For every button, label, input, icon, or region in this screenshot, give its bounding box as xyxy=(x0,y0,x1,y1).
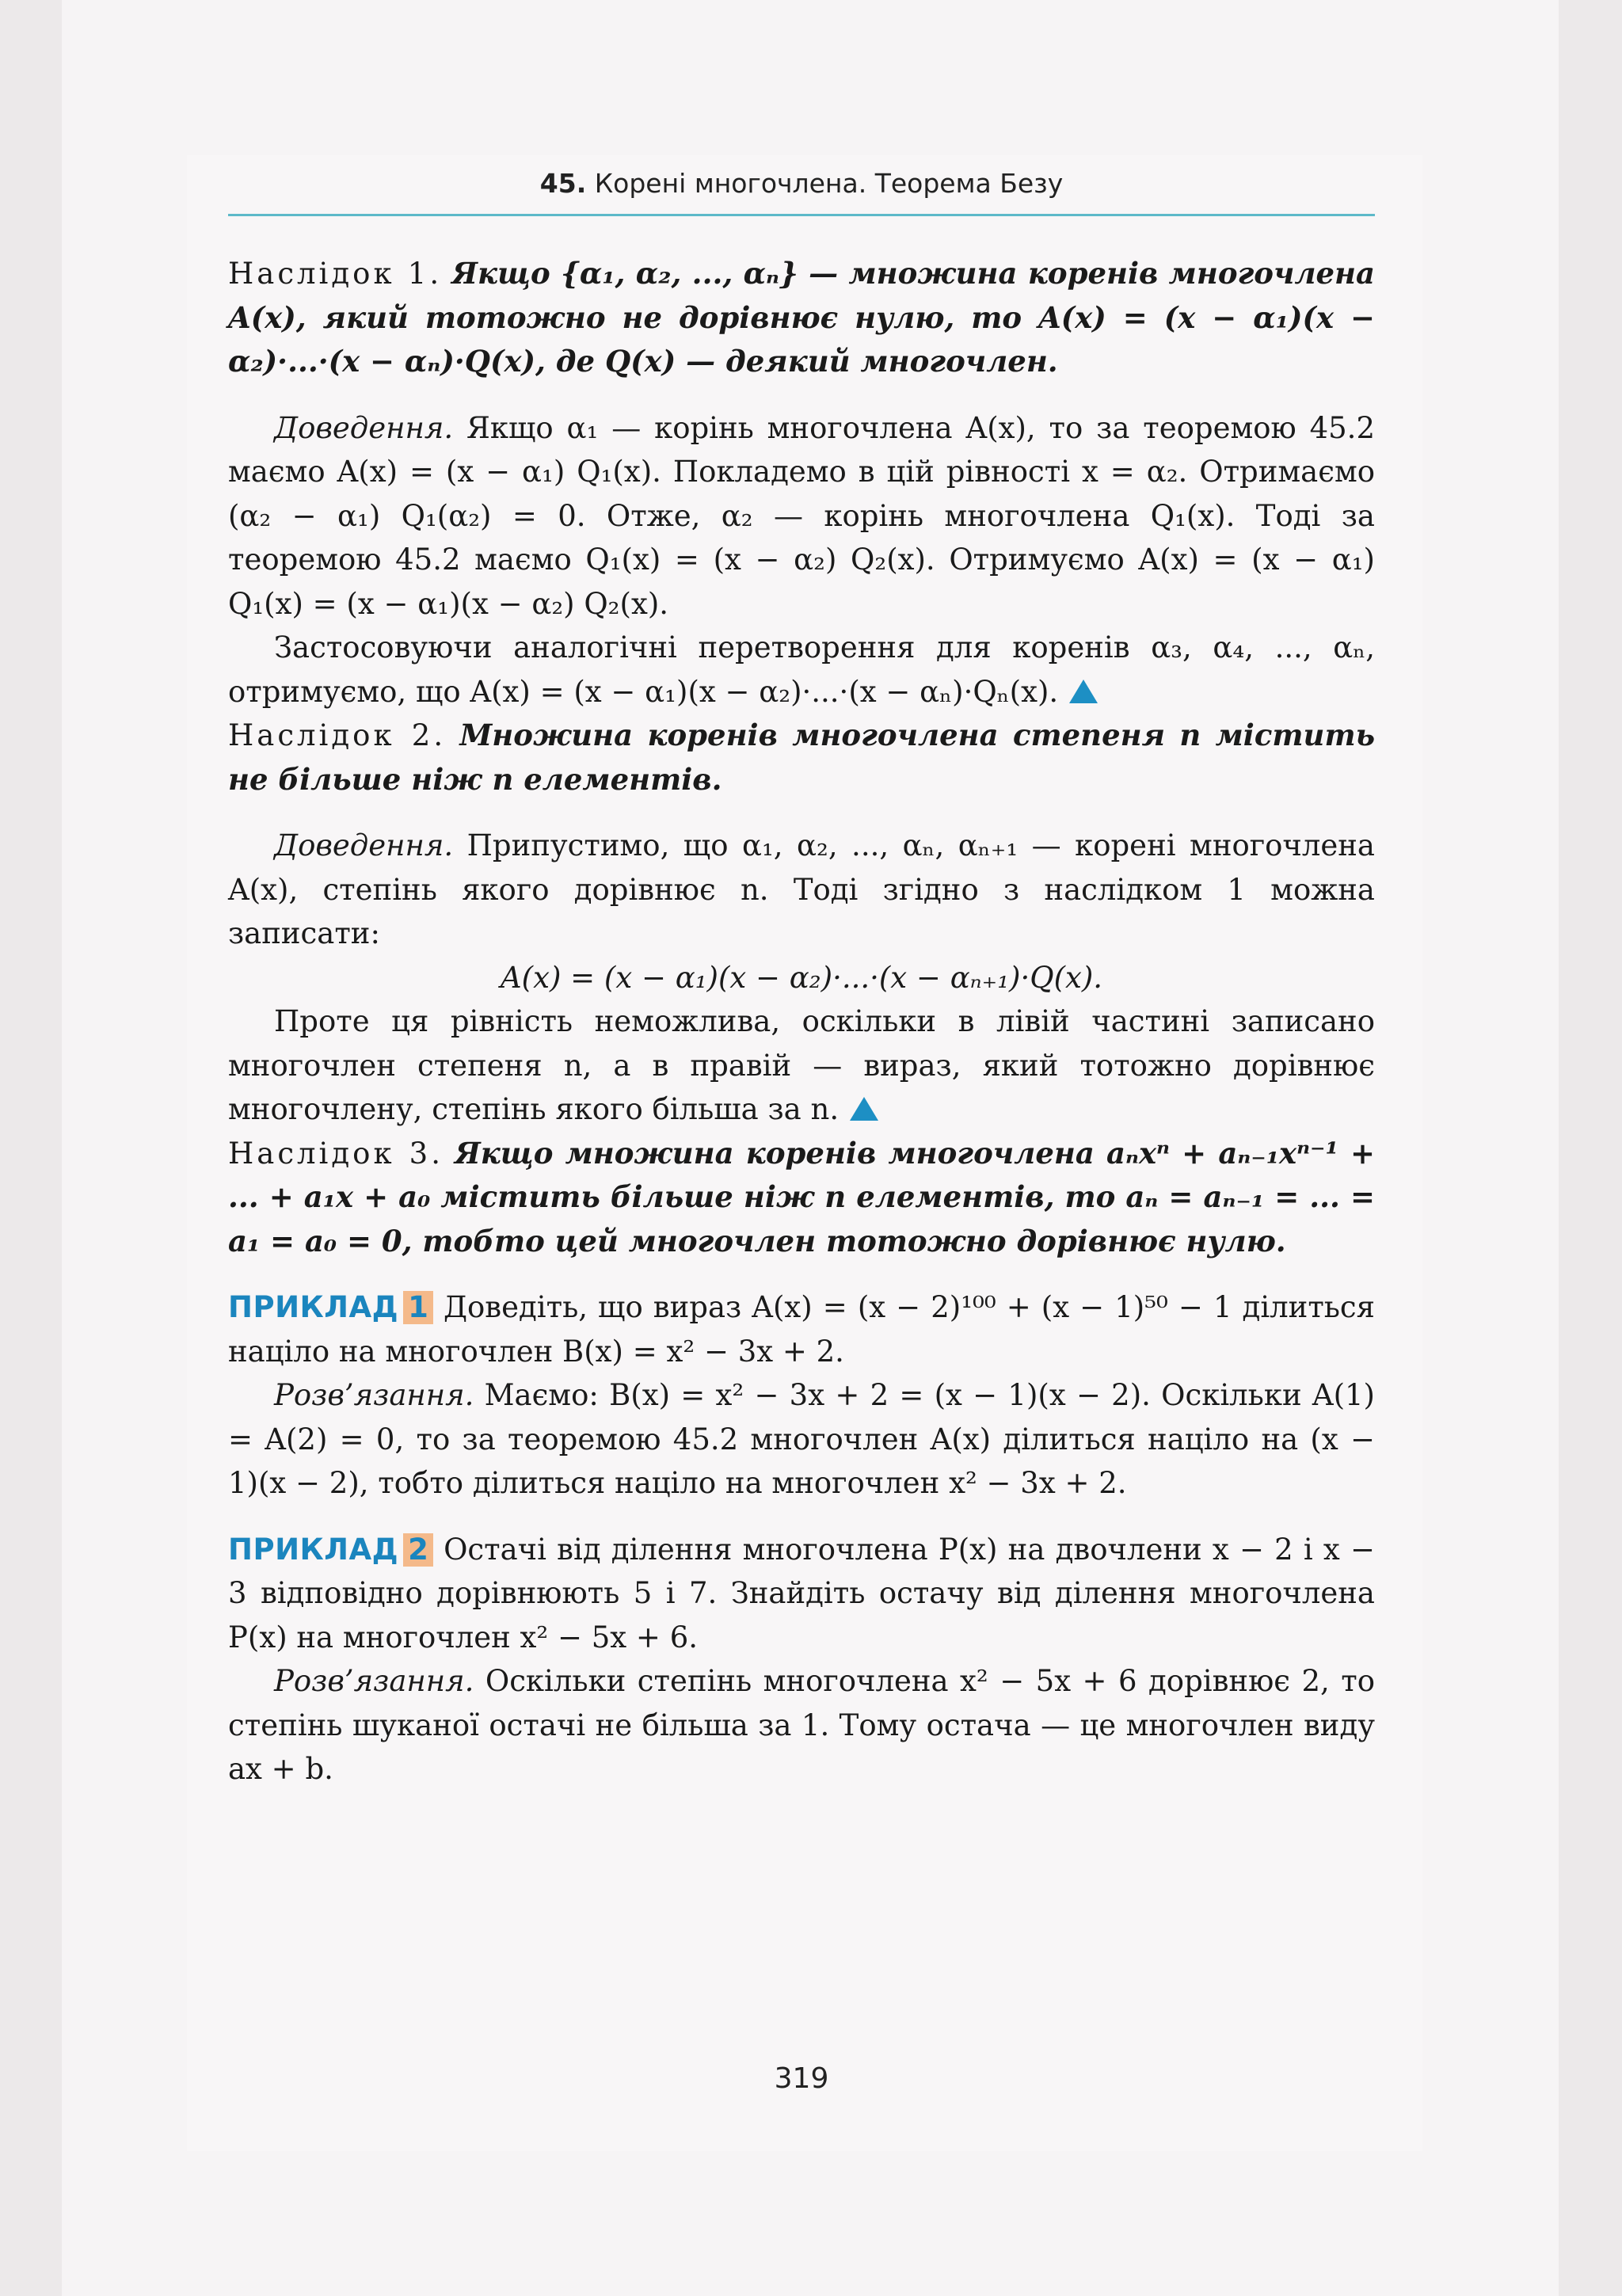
example-2 xyxy=(228,1528,1375,1660)
end-of-proof-triangle-icon xyxy=(850,1097,878,1121)
example-1-label: ПРИКЛАД xyxy=(228,1290,399,1324)
corollary-1-label: Наслідок 1. xyxy=(228,257,443,291)
corollary-3-label: Наслідок 3. xyxy=(228,1136,444,1171)
example-1-solution xyxy=(228,1373,1375,1506)
proof-2 xyxy=(228,824,1375,956)
example-2-solution-text: Оскільки степінь многочлена x² − 5x + 6 дорівнює 2, то степінь шуканої остачі не більша за 1. Тому остача — це многочлен виду ax + b. xyxy=(228,1664,1375,1786)
proof-2-conclusion: Проте ця рівність неможлива, оскільки в лівій частині записано многочлен степеня n, а в правій — вираз, який тотожно дорівнює многочлену, степінь якого більша за n. xyxy=(228,1004,1375,1126)
corollary-1-text: Якщо {α₁, α₂, ..., αₙ} — множина коренів многочлена A(x), який тотожно не дорівнює нулю, то A(x) = (x − α₁)(x − α₂)·...·(x − αₙ)·Q(x), де Q(x) — деякий многочлен. xyxy=(228,256,1376,379)
proof-2-conclusion-paragraph xyxy=(228,1000,1375,1132)
proof-2-formula: A(x) = (x − α₁)(x − α₂)·...·(x − αₙ₊₁)·Q(x). xyxy=(500,960,1103,995)
example-1-solution-label: Розв’язання. xyxy=(274,1378,474,1412)
section-title: Корені многочлена. Теорема Безу xyxy=(594,168,1064,199)
corollary-2-label: Наслідок 2. xyxy=(228,718,447,752)
example-2-text: Остачі від ділення многочлена P(x) на двочлени x − 2 і x − 3 відповідно дорівнюють 5 і 7. Знайдіть остачу від ділення многочлена P(x) на многочлен x² − 5x + 6. xyxy=(228,1532,1375,1654)
section-number: 45. xyxy=(539,168,587,199)
proof-1-label: Доведення. xyxy=(274,410,454,445)
proof-2-label: Доведення. xyxy=(274,828,454,862)
example-2-label: ПРИКЛАД xyxy=(228,1532,399,1567)
example-1-solution-text: Маємо: B(x) = x² − 3x + 2 = (x − 1)(x − 2). Оскільки A(1) = A(2) = 0, то за теоремою 45.2 многочлен A(x) ділиться націло на (x − 1)(x − 2), тобто ділиться націло на многочлен x² − 3x + 2. xyxy=(228,1378,1375,1500)
corollary-1 xyxy=(228,252,1375,384)
proof-1-text: Якщо α₁ — корінь многочлена A(x), то за теоремою 45.2 маємо A(x) = (x − α₁) Q₁(x). Покладемо в цій рівності x = α₂. Отримаємо (α₂ − α₁) Q₁(α₂) = 0. Отже, α₂ — корінь многочлена Q₁(x). Тоді за теоремою 45.2 маємо Q₁(x) = (x − α₂) Q₂(x). Отримуємо A(x) = (x − α₁) Q₁(x) = (x − α₁)(x − α₂) Q₂(x). xyxy=(228,410,1375,621)
spacer xyxy=(228,384,1375,406)
corollary-3 xyxy=(228,1132,1375,1264)
corollary-2-text: Множина коренів многочлена степеня n містить не більше ніж n елементів. xyxy=(228,718,1375,797)
corollary-2 xyxy=(228,714,1375,802)
proof-1-continuation: Застосовуючи аналогічні перетворення для коренів α₃, α₄, ..., αₙ, отримуємо, що A(x) = (x − α₁)(x − α₂)·...·(x − αₙ)·Qₙ(x). xyxy=(228,630,1375,709)
example-2-number: 2 xyxy=(403,1533,433,1567)
example-1 xyxy=(228,1285,1375,1373)
end-of-proof-triangle-icon xyxy=(1069,680,1098,703)
corollary-3-text: Якщо множина коренів многочлена aₙxⁿ + aₙ₋₁xⁿ⁻¹ + ... + a₁x + a₀ містить більше ніж n елементів, то aₙ = aₙ₋₁ = ... = a₁ = a₀ = 0, тобто цей многочлен тотожно дорівнює нулю. xyxy=(228,1135,1376,1258)
page-body xyxy=(228,252,1375,1791)
spacer xyxy=(228,1263,1375,1285)
proof-2-text: Припустимо, що α₁, α₂, ..., αₙ, αₙ₊₁ — корені многочлена A(x), степінь якого дорівнює n. Тоді згідно з наслідком 1 можна записати: xyxy=(228,828,1375,950)
running-header xyxy=(228,168,1375,199)
example-2-solution-label: Розв’язання. xyxy=(274,1664,474,1698)
spacer xyxy=(228,1506,1375,1528)
spacer xyxy=(228,802,1375,824)
proof-1-continuation-paragraph xyxy=(228,626,1375,714)
page-number: 319 xyxy=(774,2062,829,2095)
header-rule xyxy=(228,214,1375,216)
example-2-solution xyxy=(228,1659,1375,1791)
proof-1 xyxy=(228,406,1375,626)
example-1-text: Доведіть, що вираз A(x) = (x − 2)¹⁰⁰ + (x − 1)⁵⁰ − 1 ділиться націло на многочлен B(x) = x² − 3x + 2. xyxy=(228,1290,1375,1369)
example-1-number: 1 xyxy=(403,1291,433,1324)
